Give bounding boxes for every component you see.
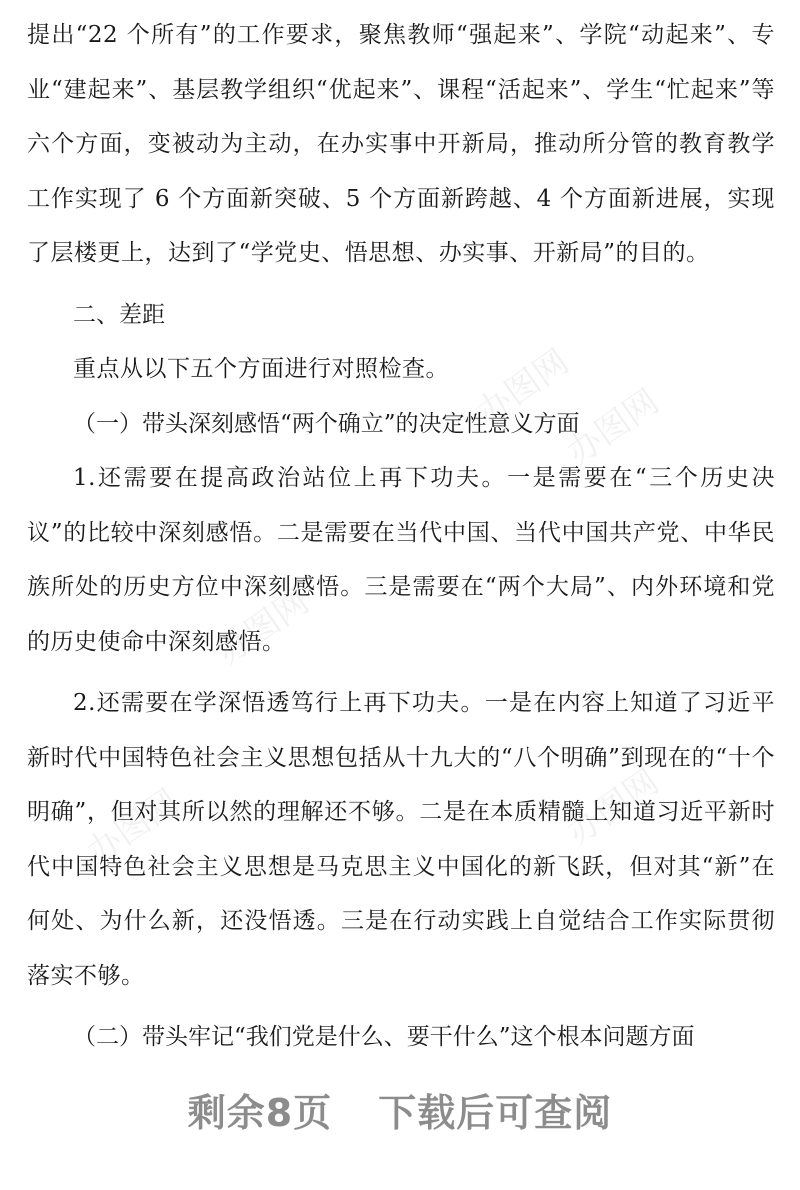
download-prompt-text: 下载后可查阅 [378,1091,613,1135]
watermark: 办图网 [559,381,667,474]
watermark: 办图网 [559,761,667,854]
watermark: 办图网 [469,341,577,434]
paragraph-intro: 重点从以下五个方面进行对照检查。 [73,356,449,382]
paragraph-point-1: 1.还需要在提高政治站位上再下功夫。一是需要在“三个历史决议”的比较中深刻感悟。二是需要在当代中国、当代中国共产党、中华民族所处的历史方位中深刻感悟。三是需要在“两个大局”、内外环境和党的历史使命中深刻感悟。 [27,465,775,655]
watermark: 办图网 [209,581,317,674]
section-heading-gap: 二、差距 [73,301,165,328]
subsection-heading-2: （二）带头牢记“我们党是什么、要干什么”这个根本问题方面 [73,1024,695,1050]
watermark: 办图网 [79,781,187,874]
download-banner [0,1082,800,1137]
remaining-pages-text: 剩余8页 [187,1091,333,1135]
document-body [27,8,775,1065]
paragraph-summary: 提出“22 个所有”的工作要求，聚焦教师“强起来”、学院“动起来”、专业“建起来”、基层教学组织“优起来”、课程“活起来”、学生“忙起来”等六个方面，变被动为主动，在办实事中开新局，推动所分管的教育教学工作实现了 6 个方面新突破、5 个方面新跨越、4 个方面新进展，实现了层楼更上，达到了“学党史、悟思想、办实事、开新局”的目的。 [27,22,775,266]
subsection-heading-1: （一）带头深刻感悟“两个确立”的决定性意义方面 [73,410,580,437]
paragraph-point-2: 2.还需要在学深悟透笃行上再下功夫。一是在内容上知道了习近平新时代中国特色社会主义思想包括从十九大的“八个明确”到现在的“十个明确”，但对其所以然的理解还不够。二是在本质精髓上知道习近平新时代中国特色社会主义思想是马克思主义中国化的新飞跃，但对其“新”在何处、为什么新，还没悟透。三是在行动实践上自觉结合工作实际贯彻落实不够。 [27,690,775,989]
